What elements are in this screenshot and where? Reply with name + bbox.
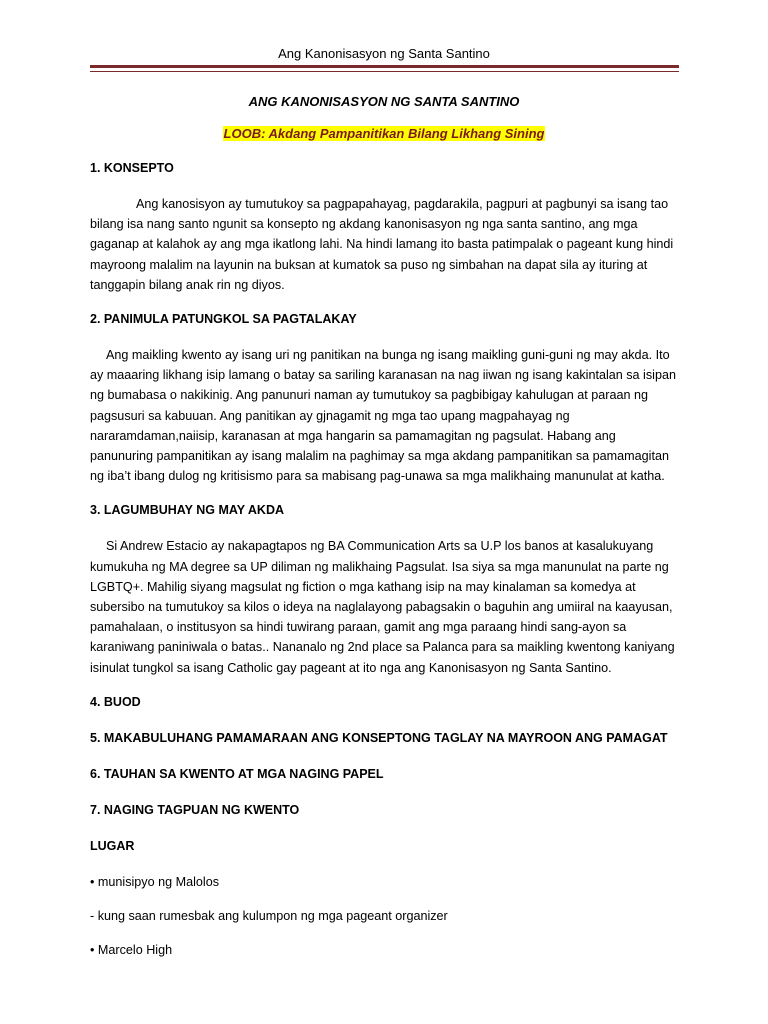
document-body xyxy=(90,158,678,974)
section-heading-tauhan: 6. TAUHAN SA KWENTO AT MGA NAGING PAPEL xyxy=(90,766,384,781)
section-body-konsepto: Ang kanosisyon ay tumutukoy sa pagpapahayag, pagdarakila, pagpuri at pagbunyi sa isang tao bilang isa nang santo ngunit sa konsepto ng akdang kanonisasyon ng nga santa santino, ang mga gaganap at kalahok ay ang mga ikatlong lahi. Na hindi lamang ito basta patimpalak o pageant kung hindi mayroong malalim na layunin na buksan at kumatok sa puso ng simbahan na dapat sila ay ituring at tanggapin bilang anak rin ng diyos. xyxy=(90,197,674,292)
header-rule-thin xyxy=(90,71,679,72)
subtitle-line xyxy=(0,126,768,141)
document-title: ANG KANONISASYON NG SANTA SANTINO xyxy=(248,94,520,109)
section-heading-tagpuan: 7. NAGING TAGPUAN NG KWENTO xyxy=(90,802,300,817)
section-body-lagumbuhay: Si Andrew Estacio ay nakapagtapos ng BA Communication Arts sa U.P los banos at kasalukuyang kumukuha ng MA degree sa UP diliman ng malikhaing Pagsulat. Isa siya sa mga manunulat na parte ng LGBTQ+. Mahilig siyang magsulat ng fiction o mga kathang isip na may kinalaman sa komedya at subersibo na tumutukoy sa kilos o ideya na naglalayong pabagsakin o baguhin ang umiiral na kaayusan, pamahalaan, o institusyon sa hindi tuwirang paraan, gamit ang mga paraang hindi sang-ayon sa karaniwang paniniwala o batas.. Nananalo ng 2nd place sa Palanca para sa maikling kwentong kaniyang isinulat tungkol sa isang Catholic gay pageant at ito nga ang Kanonisasyon ng Santa Santino. xyxy=(90,539,675,675)
section-heading-pamamaraan: 5. MAKABULUHANG PAMAMARAAN ANG KONSEPTONG TAGLAY NA MAYROON ANG PAMAGAT xyxy=(90,730,668,745)
lugar-item: - kung saan rumesbak ang kulumpon ng mga pageant organizer xyxy=(90,908,448,923)
section-heading-lagumbuhay: 3. LAGUMBUHAY NG MAY AKDA xyxy=(90,503,285,518)
section-heading-panimula: 2. PANIMULA PATUNGKOL SA PAGTALAKAY xyxy=(90,312,357,327)
section-heading-konsepto: 1. KONSEPTO xyxy=(90,161,174,175)
lugar-item: • munisipyo ng Malolos xyxy=(90,874,220,889)
running-header: Ang Kanonisasyon ng Santa Santino xyxy=(278,46,490,61)
lugar-item: • Marcelo High xyxy=(90,942,173,957)
section-body-panimula: Ang maikling kwento ay isang uri ng panitikan na bunga ng isang maikling guni-guni ng may akda. Ito ay maaaring likhang isip lamang o batay sa sariling karanasan na nag iiwan ng isang kakintalan sa isipan ng bumabasa o nakikinig. Ang panunuri naman ay tumutukoy sa pagbibigay kahulugan at paraan ng pagsusuri sa kabuuan. Ang panitikan ay gjnagamit ng mga tao upang magpahayag ng nararamdaman,naiisip, karanasan at mga hangarin sa pamamagitan ng pagsulat. Habang ang panunuring pampanitikan ay isang malalim na paghimay sa mga akdang pampanitikan sa pamamagitan ng iba’t ibang dulog ng kritisismo para sa mabisang pag-unawa sa mga malikhaing manunulat at katha. xyxy=(90,348,676,484)
section-heading-buod: 4. BUOD xyxy=(90,694,141,709)
lugar-heading: LUGAR xyxy=(90,838,135,853)
document-subtitle: LOOB: Akdang Pampanitikan Bilang Likhang Sining xyxy=(223,126,545,141)
header-rule-thick xyxy=(90,65,679,68)
